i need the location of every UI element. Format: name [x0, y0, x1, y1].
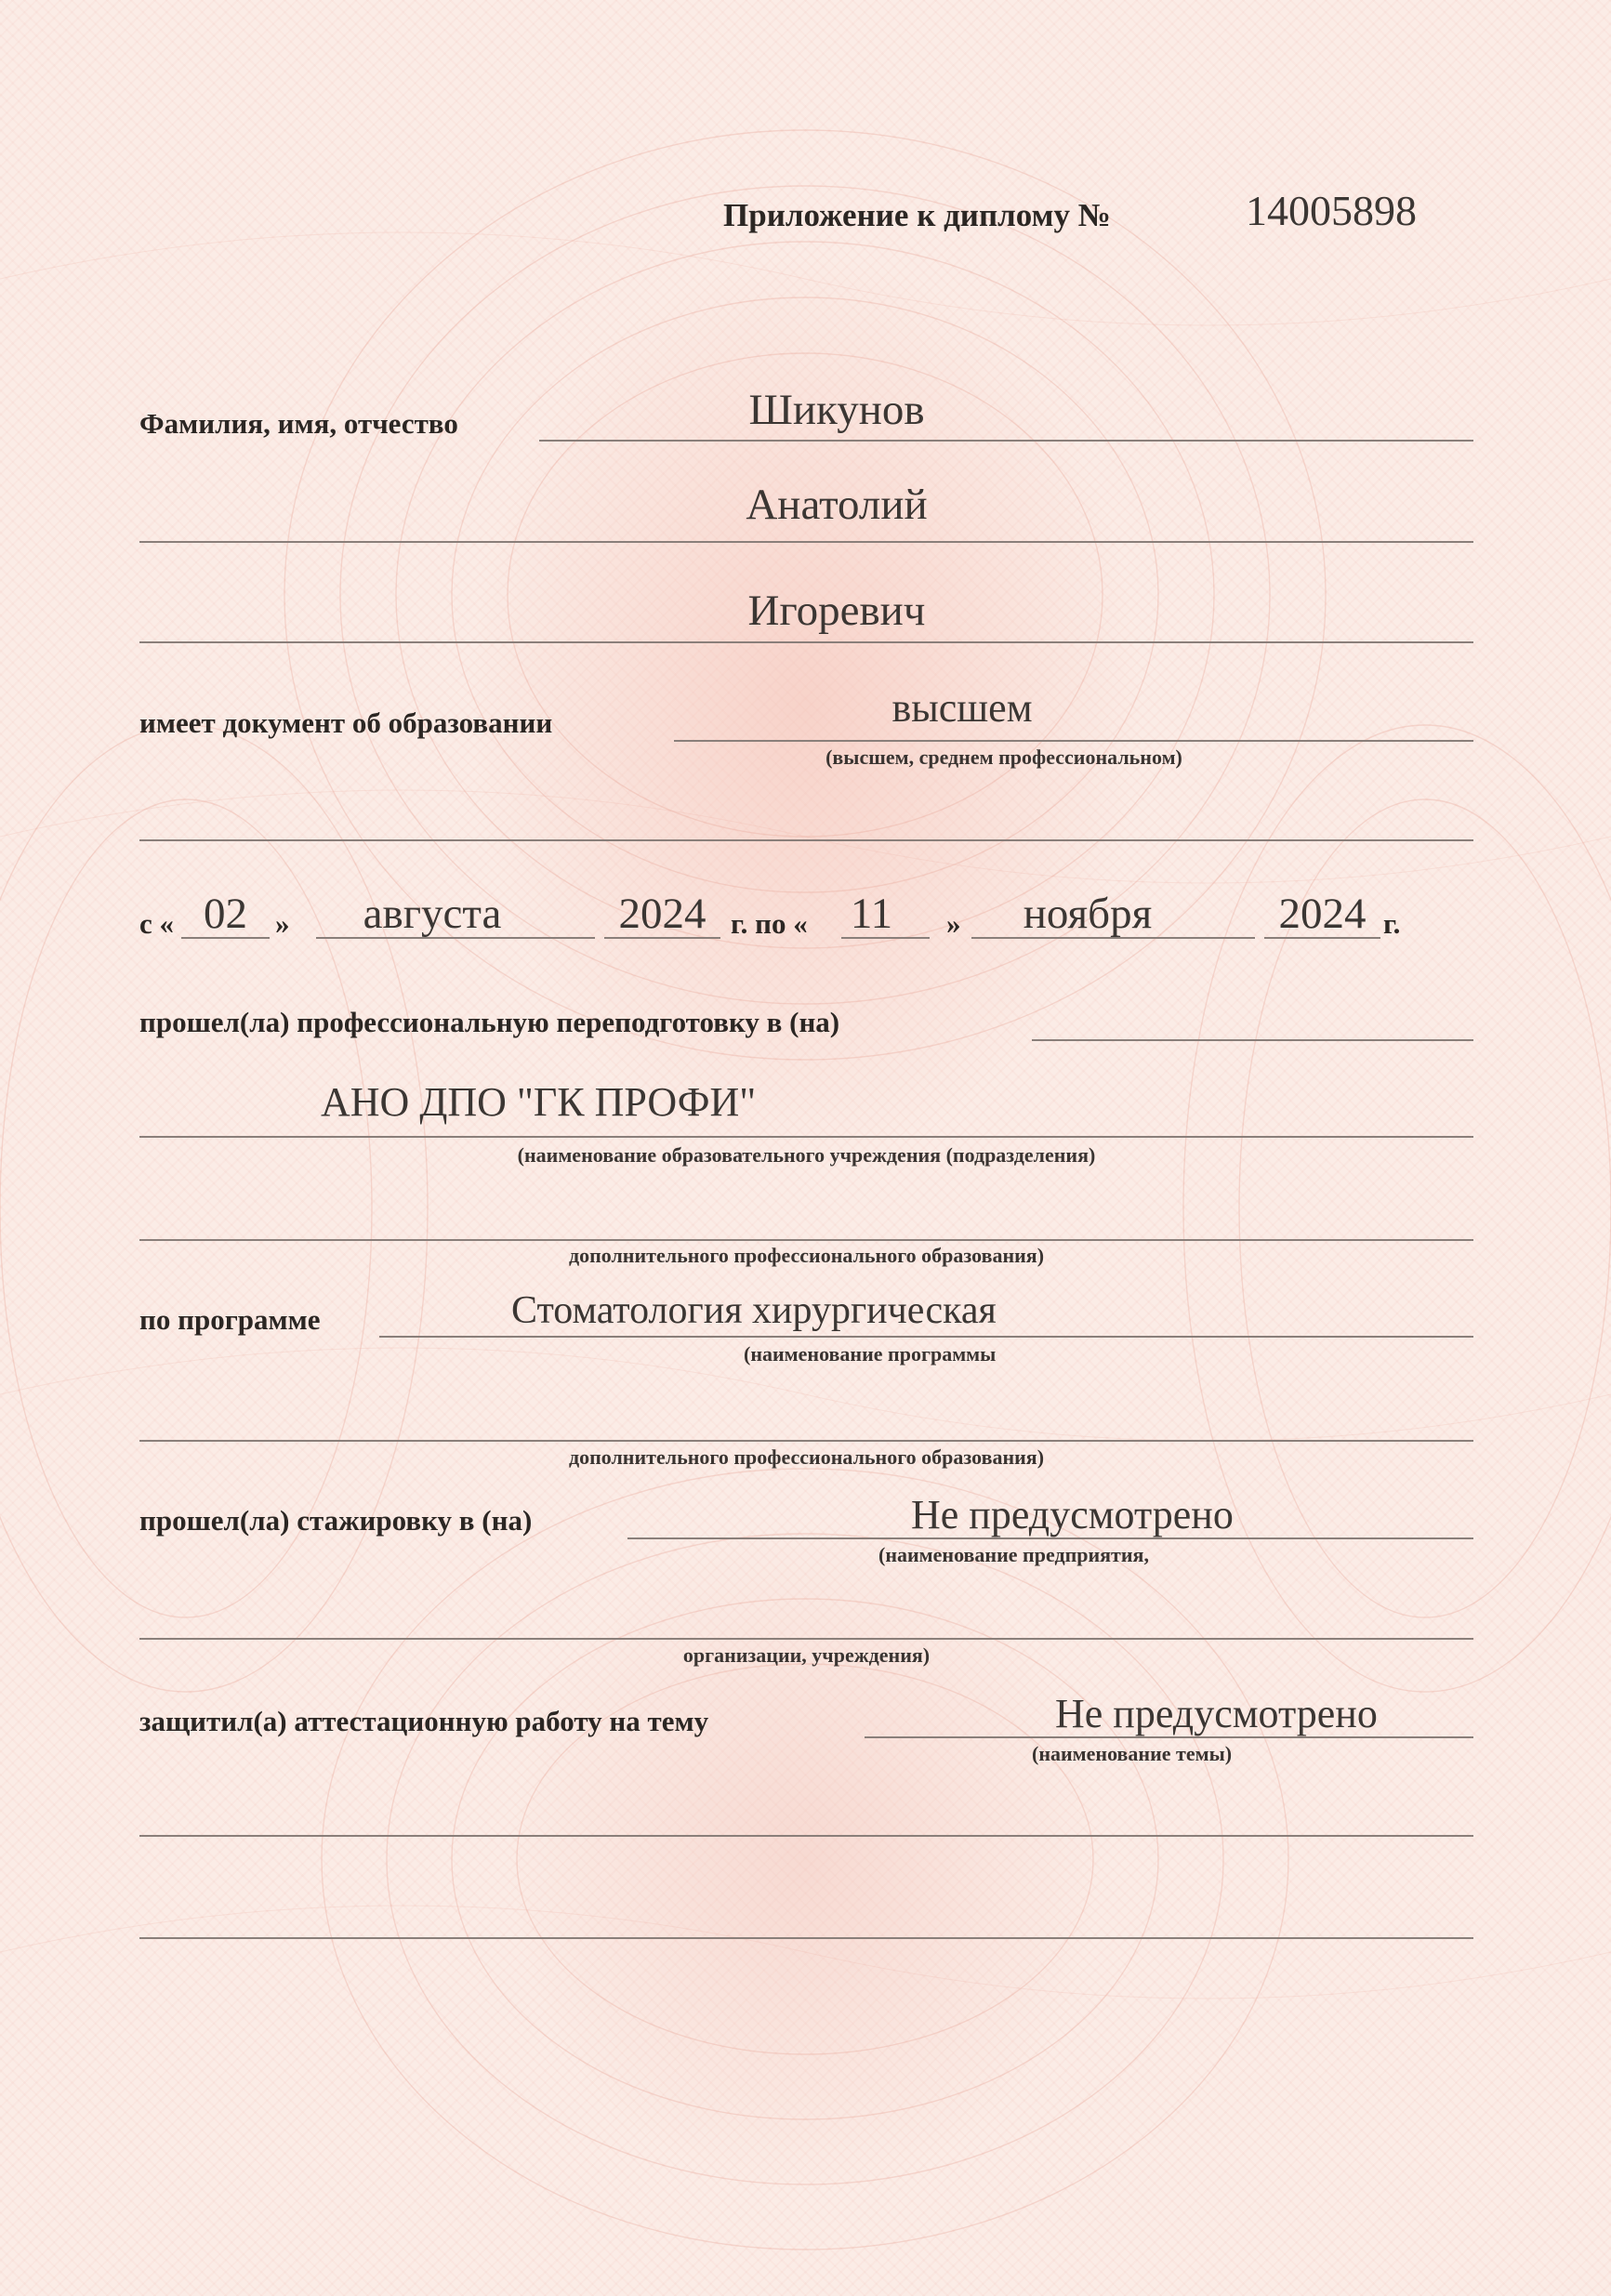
surname-value: Шикунов: [748, 386, 925, 434]
thesis-label: защитил(а) аттестационную работу на тему: [139, 1705, 709, 1737]
education-line: [674, 740, 1473, 742]
diploma-number: 14005898: [1246, 187, 1417, 234]
appendix-header-label: Приложение к диплому №: [723, 197, 1111, 233]
fio-label: Фамилия, имя, отчество: [139, 407, 458, 440]
fio-line-1: [539, 440, 1473, 442]
to-year-value: 2024: [1278, 890, 1367, 938]
thesis-line-3: [139, 1937, 1473, 1939]
retraining-label: прошел(ла) профессиональную переподготовку в (на): [139, 1006, 840, 1038]
retraining-line-2: [139, 1136, 1473, 1138]
internship-hint-2: организации, учреждения): [682, 1643, 931, 1667]
program-hint-1: (наименование программы: [744, 1342, 997, 1366]
retraining-hint-1: (наименование образовательного учреждения (подразделения): [517, 1143, 1096, 1167]
internship-hint-1: (наименование предприятия,: [878, 1543, 1149, 1566]
name-value: Анатолий: [746, 481, 928, 529]
program-line-1: [379, 1336, 1473, 1338]
period-from-prefix: с «: [139, 907, 175, 940]
internship-line-2: [139, 1638, 1473, 1640]
thesis-line-2: [139, 1835, 1473, 1837]
program-line-2: [139, 1440, 1473, 1442]
from-year-value: 2024: [618, 890, 706, 938]
program-value: Стоматология хирургическая: [511, 1289, 997, 1332]
period-quote-close-2: »: [946, 907, 961, 940]
retraining-line-3: [139, 1239, 1473, 1241]
thesis-hint: (наименование темы): [1032, 1742, 1233, 1765]
patronymic-value: Игоревич: [747, 587, 926, 635]
education-label: имеет документ об образовании: [139, 706, 553, 739]
fio-line-3: [139, 641, 1473, 643]
from-month-value: августа: [363, 890, 502, 938]
education-hint: (высшем, среднем профессиональном): [825, 746, 1182, 769]
thesis-value: Не предусмотрено: [1055, 1691, 1378, 1736]
period-year-suffix: г.: [1383, 907, 1401, 940]
retraining-line-1: [1032, 1039, 1473, 1041]
internship-value: Не предусмотрено: [911, 1492, 1234, 1537]
program-hint-2: дополнительного профессионального образования): [568, 1445, 1045, 1469]
period-quote-close-1: »: [275, 907, 290, 940]
internship-label: прошел(ла) стажировку в (на): [139, 1504, 533, 1537]
from-day-value: 02: [204, 890, 247, 938]
education-value: высшем: [891, 685, 1033, 731]
period-to-prefix: г. по «: [731, 907, 808, 940]
to-month-value: ноября: [1023, 890, 1153, 938]
program-label: по программе: [139, 1303, 321, 1336]
to-day-value: 11: [850, 890, 893, 938]
fio-line-2: [139, 541, 1473, 543]
retraining-hint-2: дополнительного профессионального образования): [568, 1244, 1045, 1267]
institution-value: АНО ДПО "ГК ПРОФИ": [321, 1079, 757, 1125]
education-line-2: [139, 839, 1473, 841]
